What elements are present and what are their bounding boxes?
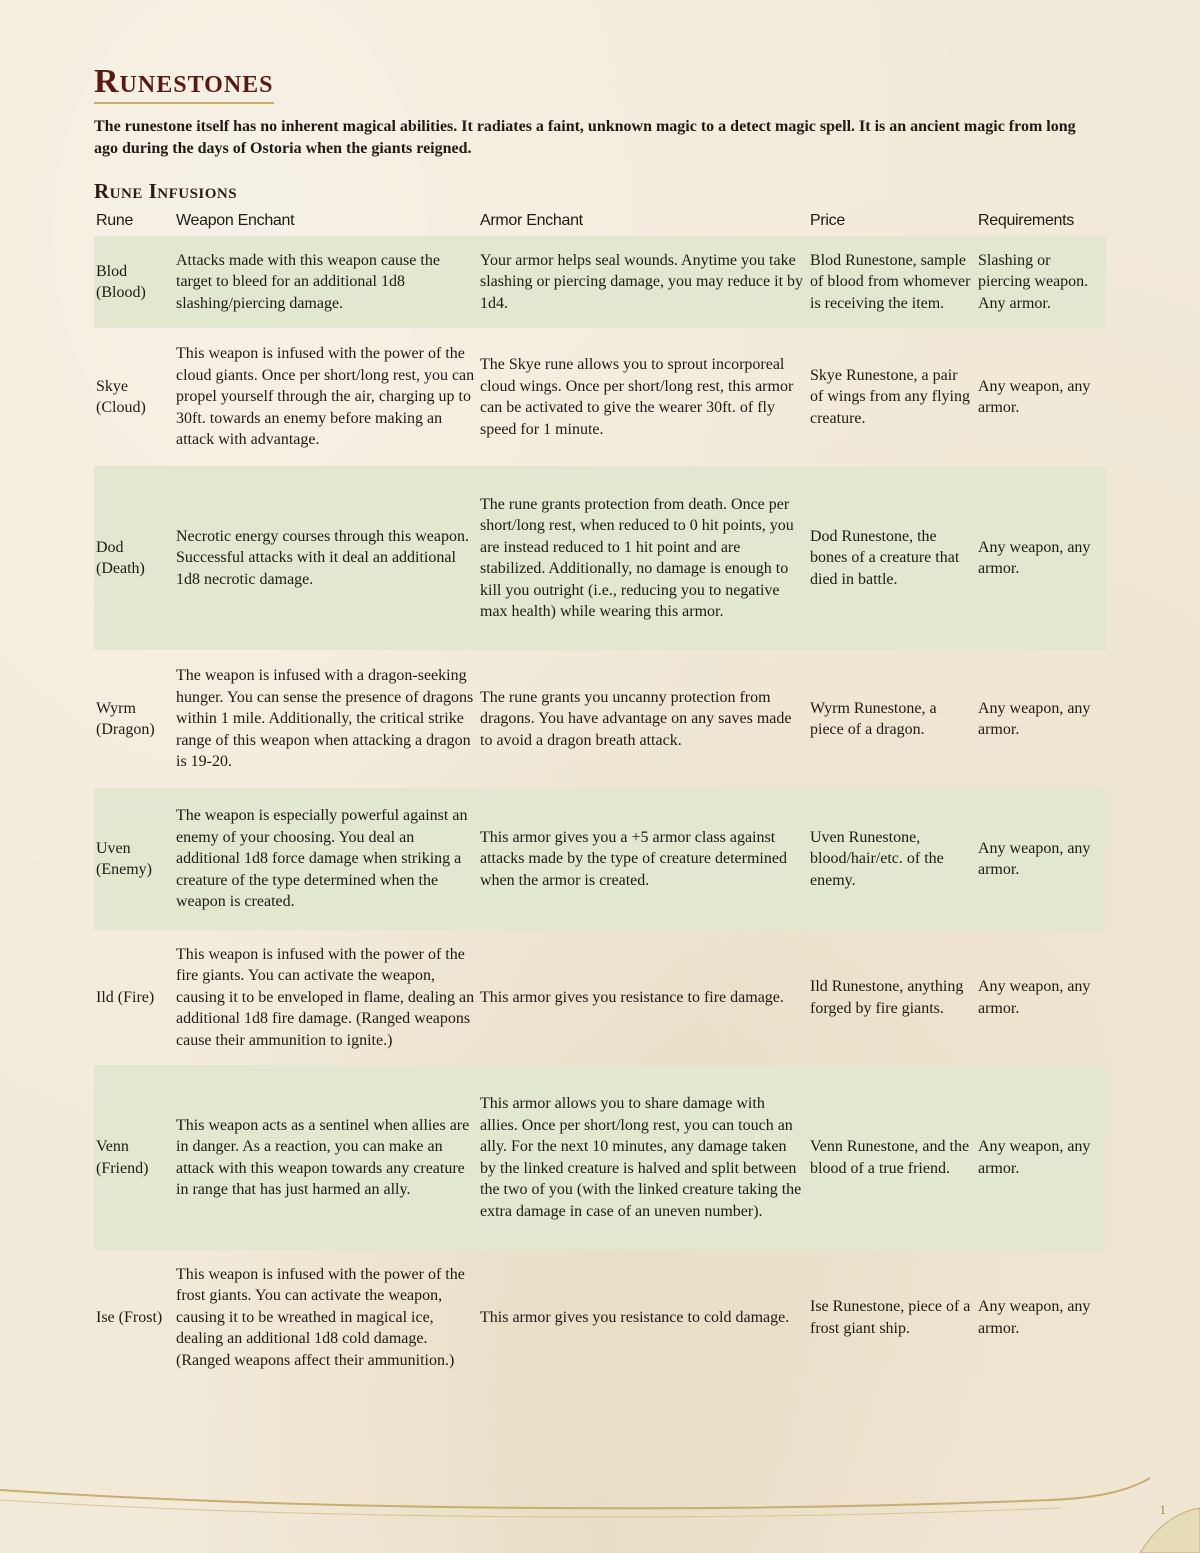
price-cell: Venn Runestone, and the blood of a true friend. [810,1138,970,1177]
requirements-cell: Any weapon, any armor. [978,1138,1091,1177]
rune-infusions-table [94,208,1106,1385]
header-armor-enchant: Armor Enchant [480,212,583,229]
armor-enchant-cell: This armor allows you to share damage with allies. Once per short/long rest, you can touch an ally. For the next 10 minutes, any damage taken by the linked creature is halved and split between the two of you (with the linked creature taking the extra damage in case of an uneven number). [480,1095,802,1220]
price-cell: Blod Runestone, sample of blood from whomever is receiving the item. [810,251,971,312]
weapon-enchant-cell: Necrotic energy courses through this weapon. Successful attacks with it deal an additional 1d8 necrotic damage. [176,527,469,588]
rune-cell: Ise (Frost) [96,1308,163,1326]
table-row [94,650,1106,788]
requirements-cell: Any weapon, any armor. [978,1298,1091,1337]
table-row [94,236,1106,328]
header-price: Price [810,212,845,229]
weapon-enchant-cell: This weapon is infused with the power of the fire giants. You can activate the weapon, causing it to be enveloped in flame, dealing an additional 1d8 fire damage. (Ranged weapons cause their ammunition to ignite.) [176,945,475,1049]
table-row [94,1065,1106,1250]
requirements-cell: Any weapon, any armor. [978,699,1091,738]
section-title: Rune Infusions [94,179,238,203]
table-row [94,466,1106,650]
rune-cell: Uven (Enemy) [96,839,152,878]
armor-enchant-cell: Your armor helps seal wounds. Anytime you take slashing or piercing damage, you may reduce it by 1d4. [480,251,804,312]
page-content [94,62,1106,1385]
rune-cell: Skye (Cloud) [96,377,146,416]
table-row [94,328,1106,466]
weapon-enchant-cell: The weapon is especially powerful against an enemy of your choosing. You deal an additional 1d8 force damage when striking a creature of the type determined when the weapon is created. [176,807,468,911]
weapon-enchant-cell: This weapon is infused with the power of the frost giants. You can activate the weapon, causing it to be wreathed in magical ice, dealing an additional 1d8 cold damage. (Ranged weapons affect their ammunition.) [176,1265,465,1369]
price-cell: Wyrm Runestone, a piece of a dragon. [810,699,937,738]
rune-cell: Dod (Death) [96,538,145,577]
footer-ornament [0,1470,1200,1553]
intro-paragraph: The runestone itself has no inherent magical abilities. It radiates a faint, unknown magic to a detect magic spell. It is an ancient magic from long ago during the days of Ostoria when the giants reigned. [94,118,1076,157]
price-cell: Ild Runestone, anything forged by fire giants. [810,978,964,1017]
armor-enchant-cell: The rune grants protection from death. Once per short/long rest, when reduced to 0 hit points, you are instead reduced to 1 hit point and are stabilized. Additionally, no damage is enough to kill you outright (i.e., reducing you to negative max health) while wearing this armor. [480,495,794,620]
requirements-cell: Any weapon, any armor. [978,978,1091,1017]
footer-corner-leaf [1140,1508,1200,1553]
armor-enchant-cell: This armor gives you a +5 armor class against attacks made by the type of creature determined when the armor is created. [480,828,787,889]
price-cell: Uven Runestone, blood/hair/etc. of the enemy. [810,828,944,889]
weapon-enchant-cell: This weapon is infused with the power of the cloud giants. Once per short/long rest, you can propel yourself through the air, charging up to 30ft. towards an enemy before making an attack with advantage. [176,345,475,449]
weapon-enchant-cell: The weapon is infused with a dragon-seeking hunger. You can sense the presence of dragons within 1 mile. Additionally, the critical strike range of this weapon when attacking a dragon is 19-20. [176,667,474,771]
page-number: 1 [1159,1502,1166,1517]
rune-cell: Ild (Fire) [96,988,155,1006]
table-header-row [94,208,1106,236]
table-row [94,788,1106,930]
rune-cell: Venn (Friend) [96,1138,149,1177]
armor-enchant-cell: The rune grants you uncanny protection from dragons. You have advantage on any saves made to avoid a dragon breath attack. [480,688,792,749]
requirements-cell: Any weapon, any armor. [978,839,1091,878]
weapon-enchant-cell: This weapon acts as a sentinel when allies are in danger. As a reaction, you can make an attack with this weapon towards any creature in range that has just harmed an ally. [176,1116,470,1198]
weapon-enchant-cell: Attacks made with this weapon cause the target to bleed for an additional 1d8 slashing/piercing damage. [176,251,440,312]
requirements-cell: Any weapon, any armor. [978,377,1091,416]
rune-cell: Blod (Blood) [96,262,146,301]
header-requirements: Requirements [978,212,1075,229]
table-row [94,1250,1106,1385]
header-weapon-enchant: Weapon Enchant [176,212,295,229]
armor-enchant-cell: This armor gives you resistance to fire damage. [480,988,784,1006]
price-cell: Ise Runestone, piece of a frost giant ship. [810,1298,971,1337]
header-rune: Rune [96,212,134,229]
requirements-cell: Any weapon, any armor. [978,538,1091,577]
armor-enchant-cell: This armor gives you resistance to cold damage. [480,1308,790,1326]
page-title: Runestones [94,62,274,104]
footer-swoosh-line [0,1478,1150,1508]
requirements-cell: Slashing or piercing weapon. Any armor. [978,251,1089,312]
armor-enchant-cell: The Skye rune allows you to sprout incorporeal cloud wings. Once per short/long rest, this armor can be activated to give the wearer 30ft. of fly speed for 1 minute. [480,356,794,438]
rune-cell: Wyrm (Dragon) [96,699,155,738]
price-cell: Dod Runestone, the bones of a creature that died in battle. [810,527,960,588]
price-cell: Skye Runestone, a pair of wings from any flying creature. [810,366,970,427]
table-row [94,930,1106,1065]
